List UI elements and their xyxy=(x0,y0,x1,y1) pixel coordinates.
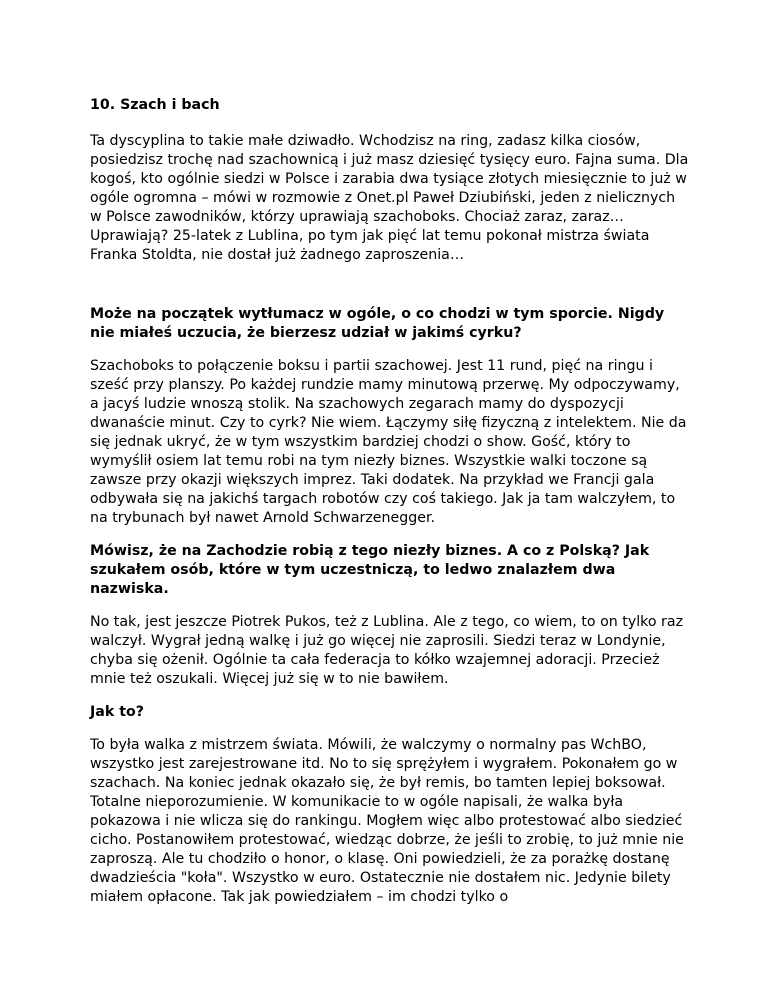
article-lead: Ta dyscyplina to takie małe dziwadło. Wchodzisz na ring, zadasz kilka ciosów, posiedzisz trochę nad szachownicą i już masz dziesięć tysięcy euro. Fajna suma. Dla kogoś, kto ogólnie siedzi w Polsce i zarabia dwa tysiące złotych miesięcznie to już w ogóle ogromna – mówi w rozmowie z Onet.pl Paweł Dziubiński, jeden z nielicznych w Polsce zawodników, którzy uprawiają szachoboks. Chociaż zaraz, zaraz… Uprawiają? 25-latek z Lublina, po tym jak pięć lat temu pokonał mistrza świata Franka Stoldta, nie dostał już żadnego zaproszenia… xyxy=(90,133,689,263)
interview-question-1: Może na początek wytłumacz w ogóle, o co chodzi w tym sporcie. Nigdy nie miałeś uczucia, że bierzesz udział w jakimś cyrku? xyxy=(90,306,665,341)
interview-answer-2: No tak, jest jeszcze Piotrek Pukos, też z Lublina. Ale z tego, co wiem, to on tylko raz walczył. Wygrał jedną walkę i już go więcej nie zaprosili. Siedzi teraz w Londynie, chyba się ożenił. Ogólnie ta cała federacja to kółko wzajemnej adoracji. Przecież mnie też oszukali. Więcej już się w to nie bawiłem. xyxy=(90,614,684,687)
interview-question-2: Mówisz, że na Zachodzie robią z tego niezły biznes. A co z Polską? Jak szukałem osób, które w tym uczestniczą, to ledwo znalazłem dwa nazwiska. xyxy=(90,543,650,597)
interview-question-3: Jak to? xyxy=(90,704,144,720)
article-title: 10. Szach i bach xyxy=(90,97,220,113)
interview-answer-3: To była walka z mistrzem świata. Mówili, że walczymy o normalny pas WchBO, wszystko jest zarejestrowane itd. No to się sprężyłem i wygrałem. Pokonałem go w szachach. Na koniec jednak okazało się, że był remis, bo tamten lepiej boksował. Totalne nieporozumienie. W komunikacie to w ogóle napisali, że walka była pokazowa i nie wlicza się do rankingu. Mogłem więc albo protestować albo siedzieć cicho. Postanowiłem protestować, wiedząc dobrze, że jeśli to zrobię, to już mnie nie zaproszą. Ale tu chodziło o honor, o klasę. Oni powiedzieli, że za porażkę dostanę dwadzieścia "koła". Wszystko w euro. Ostatecznie nie dostałem nic. Jedynie bilety miałem opłacone. Tak jak powiedziałem – im chodzi tylko o xyxy=(90,737,684,905)
interview-answer-1: Szachoboks to połączenie boksu i partii szachowej. Jest 11 rund, pięć na ringu i sześć przy planszy. Po każdej rundzie mamy minutową przerwę. My odpoczywamy, a jacyś ludzie wnoszą stolik. Na szachowych zegarach mamy do dyspozycji dwanaście minut. Czy to cyrk? Nie wiem. Łączymy siłę fizyczną z intelektem. Nie da się jednak ukryć, że w tym wszystkim bardziej chodzi o show. Gość, który to wymyślił osiem lat temu robi na tym niezły biznes. Wszystkie walki toczone są zawsze przy okazji większych imprez. Taki dodatek. Na przykład we Francji gala odbywała się na jakichś targach robotów czy coś takiego. Jak ja tam walczyłem, to na trybunach był nawet Arnold Schwarzenegger. xyxy=(90,358,687,526)
document-page xyxy=(90,96,690,907)
section-spacer xyxy=(90,279,690,305)
